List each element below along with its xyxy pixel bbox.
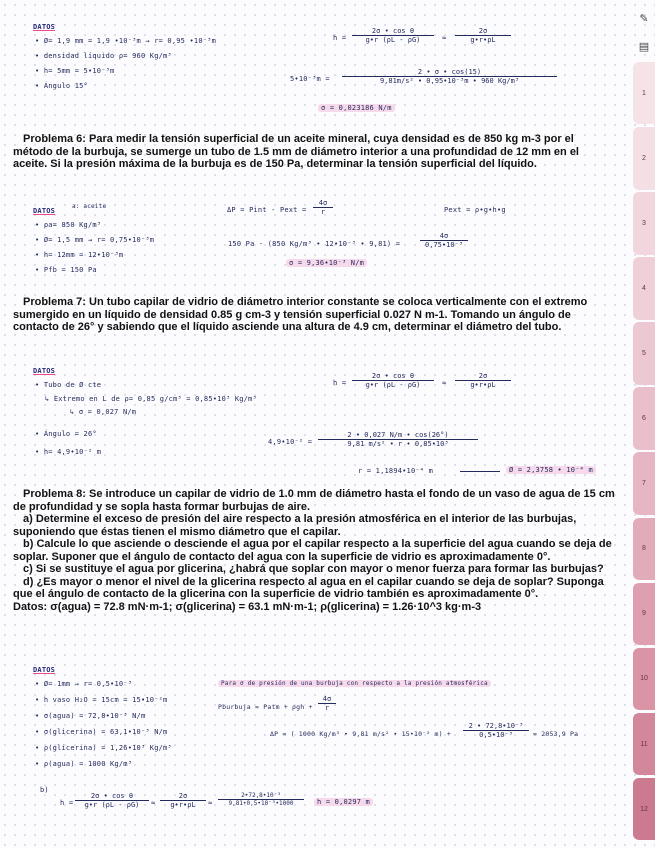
denominator: g•r (ρL - ρG): [84, 801, 140, 809]
approx-fraction: [455, 372, 511, 389]
problem-6: [13, 133, 615, 171]
numerator: 2σ • cos θ: [75, 792, 149, 801]
arrow-icon: [460, 471, 500, 472]
data-line: • ρ(agua) = 1000 Kg/m³: [35, 760, 133, 768]
data-line: • σ(glicerina) = 63,1•10⁻³ N/m: [35, 728, 168, 736]
question-b: b) Calcule lo que asciende o desciende el agua por el capilar respecto a la superficie del agua cuando se deja de soplar. Suponer que el ángulo de contacto del agua con la superficie de vidrio es aproximadamente 0°.: [13, 538, 612, 563]
question-d: d) ¿Es mayor o menor el nivel de la glicerina respecto al agua en el capilar cuando se deja de soplar? Suponga que el ángulo de contacto de la glicerina con la superficie de vidrio también es aproximadamente 0°.: [13, 575, 604, 600]
data-line: • Ø= 1,9 mm = 1,9 •10⁻³m → r= 0,95 •10⁻³m: [35, 37, 216, 45]
page-tab[interactable]: 10: [633, 648, 655, 710]
notes-icon[interactable]: ▤: [638, 39, 650, 53]
formula-fraction: [352, 27, 434, 44]
numerator: 4σ: [313, 199, 333, 208]
pburbuja-eq: Pburbuja = Patm + ρgh +: [218, 703, 313, 711]
numerator: 2σ • cos θ: [352, 27, 434, 36]
dp-result: = 2053,9 Pa: [533, 730, 579, 738]
denominator: g•r•ρL: [470, 381, 496, 389]
result-diameter: Ø = 2,3758 • 10⁻⁴ m: [506, 466, 596, 474]
data-line: ↳ Extremo en L de ρ= 0,85 g/cm³ = 0,85•10³ Kg/m³: [45, 395, 257, 403]
page-tab[interactable]: 3: [633, 192, 655, 254]
datos-label: DATOS: [33, 666, 56, 674]
data-line: • ρa= 850 Kg/m³: [35, 221, 102, 229]
data-line: • Pfb = 150 Pa: [35, 266, 97, 274]
problem-data: Datos: σ(agua) = 72.8 mN·m-1; σ(glicerina) = 63.1 mN·m-1; ρ(glicerina) = 1.26·10^3 kg·m-3: [13, 600, 482, 613]
problem-text: Para medir la tensión superficial de un aceite mineral, cuya densidad es de 850 kg m-3 por el método de la burbuja, se sumerge un tubo de 1.5 mm de diámetro interior a una profundidad de 12 mm en el aceite. Si la presión máxima de la burbuja es de 150 Pa, determinar la tensión superficial del líquido.: [13, 133, 579, 170]
numerator: 4σ: [318, 695, 336, 704]
data-line: ↳ σ = 0,027 N/m: [70, 408, 137, 416]
question-a: a) Determine el exceso de presión del aire respecto a la presión atmosférica en el interior de las burbujas, suponiendo que éstas tienen el mismo diámetro que el capilar.: [13, 513, 577, 538]
numerator: 2σ: [455, 372, 511, 381]
denominator: 9,81 m/s² • r • 0,85•10³: [347, 440, 449, 448]
denominator: 0,5•10⁻³: [479, 731, 513, 739]
calc-fraction: [420, 232, 468, 249]
problem-text: Se introduce un capilar de vidrio de 1.0 mm de diámetro hasta el fondo de un vaso de agua de 15 cm de profundidad y se sopla hasta formar burbujas de aire.: [13, 488, 615, 513]
data-line: • Ø= 1,5 mm → r= 0,75•10⁻³m: [35, 236, 155, 244]
data-line: • h= 4,9•10⁻² m: [35, 448, 102, 456]
approx-sign: ≈: [442, 379, 447, 387]
page-tab[interactable]: 4: [633, 257, 655, 319]
page-tab[interactable]: 1: [633, 62, 655, 124]
data-line: • Ángulo 15°: [35, 82, 88, 90]
numerator: 2 • 72,8•10⁻³: [463, 722, 529, 731]
calc-fraction: [318, 431, 478, 448]
calc-eq: 150 Pa - (850 Kg/m³ • 12•10⁻³ • 9,81) =: [228, 240, 401, 248]
pen-icon[interactable]: ✎: [639, 11, 649, 25]
approx-sign: ≈: [151, 799, 156, 807]
datos-label: DATOS: [33, 207, 56, 215]
page-tab[interactable]: 6: [633, 387, 655, 449]
data-line: • Ø= 1mm → r= 0,5•10⁻³: [35, 680, 133, 688]
data-line: • h= 5mm = 5•10⁻³m: [35, 67, 115, 75]
numerator: 2•72,8•10⁻³: [218, 792, 304, 800]
problem-title: Problema 7:: [23, 296, 86, 308]
data-line: • Ángulo = 26°: [35, 430, 97, 438]
sidebar: [633, 0, 655, 848]
page-tab[interactable]: 8: [633, 518, 655, 580]
numerator: 2 • 0,027 N/m • cos(26°): [318, 431, 478, 440]
page-tab[interactable]: 9: [633, 583, 655, 645]
approx-fraction: [160, 792, 206, 809]
formula-h: h =: [333, 379, 347, 387]
formula-fraction: [352, 372, 434, 389]
page-tab[interactable]: 5: [633, 322, 655, 384]
numerator: 2 • σ • cos(15): [342, 68, 557, 77]
approx-sign: ≈: [208, 799, 213, 807]
data-line: • ρ(glicerina) = 1,26•10³ Kg/m³: [35, 744, 172, 752]
data-line: • Tubo de Ø cte: [35, 381, 102, 389]
numerator: 4σ: [420, 232, 468, 241]
note-highlight: Para σ de presión de una burbuja con respecto a la presión atmosférica: [218, 680, 491, 687]
denominator: 0,75•10⁻³: [425, 241, 463, 249]
calc-fraction: [218, 792, 304, 807]
pressure-eq: ΔP = Pint - Pext =: [227, 206, 307, 214]
formula-h: h =: [60, 799, 74, 807]
page-tab[interactable]: 11: [633, 713, 655, 775]
datos-label: DATOS: [33, 367, 56, 375]
formula-h: h =: [333, 34, 347, 42]
page-tab[interactable]: 2: [633, 127, 655, 189]
result-sigma: σ = 0,023186 N/m: [318, 104, 395, 112]
result-sigma: σ = 9,36•10⁻³ N/m: [286, 259, 367, 267]
result-height: h = 0,0297 m: [314, 798, 373, 806]
dp-fraction: [463, 722, 529, 739]
data-line: • h= 12mm = 12•10⁻³m: [35, 251, 124, 259]
part-b-label: b): [40, 786, 49, 794]
calc-left: 4,9•10⁻² =: [268, 438, 313, 446]
datos-subnote: a: aceite: [72, 203, 107, 210]
denominator: 9,81m/s² • 0,95•10⁻³m • 960 Kg/m³: [379, 77, 520, 85]
data-line: • densidad líquido ρ= 960 Kg/m³: [35, 52, 172, 60]
formula-fraction: [75, 792, 149, 809]
calc-fraction: [342, 68, 557, 85]
dp-eq: ΔP = ( 1000 Kg/m³ • 9,81 m/s² • 15•10⁻² m) +: [270, 730, 451, 738]
approx-sign: ≈: [442, 34, 447, 42]
denominator: g•r•ρL: [470, 36, 496, 44]
denominator: g•r (ρL - ρG): [365, 381, 421, 389]
question-c: c) Si se sustituye el agua por glicerina, ¿habrá que soplar con mayor o menor fuerza para formar las burbujas?: [23, 563, 604, 575]
denominator: g•r•ρL: [170, 801, 196, 809]
numerator: 2σ: [455, 27, 511, 36]
page-tab[interactable]: 7: [633, 452, 655, 514]
pburbuja-fraction: [318, 695, 336, 712]
denominator: 9,81•0,5•10⁻³•1000: [228, 800, 294, 807]
page-tab[interactable]: 12: [633, 778, 655, 840]
numerator: 2σ: [160, 792, 206, 801]
r-result: r = 1,1894•10⁻⁴ m: [358, 467, 434, 475]
numerator: 2σ • cos θ: [352, 372, 434, 381]
problem-7: [13, 296, 615, 334]
problem-title: Problema 6:: [23, 133, 86, 145]
data-line: • σ(agua) = 72,8•10⁻³ N/m: [35, 712, 146, 720]
pressure-fraction: [313, 199, 333, 216]
denominator: r: [324, 704, 330, 712]
problem-text: Un tubo capilar de vidrio de diámetro interior constante se coloca verticalmente con el extremo sumergido en un líquido de densidad 0.85 g cm-3 y tensión superficial 0.027 N m-1. Tomando un ángulo de contacto de 26° y sabiendo que el líquido asciende una altura de 4.9 cm, determinar el diámetro del tubo.: [13, 296, 588, 333]
datos-label: DATOS: [33, 23, 56, 31]
denominator: r: [320, 208, 326, 216]
approx-fraction: [455, 27, 511, 44]
data-line: • h vaso H₂O = 15cm = 15•10⁻²m: [35, 696, 168, 704]
calc-left: 5•10⁻³m =: [290, 75, 330, 83]
denominator: g•r (ρL - ρG): [365, 36, 421, 44]
problem-title: Problema 8:: [23, 488, 86, 500]
problem-8: [13, 488, 615, 613]
pext-eq: Pext = ρ•g•h•g: [444, 206, 506, 214]
